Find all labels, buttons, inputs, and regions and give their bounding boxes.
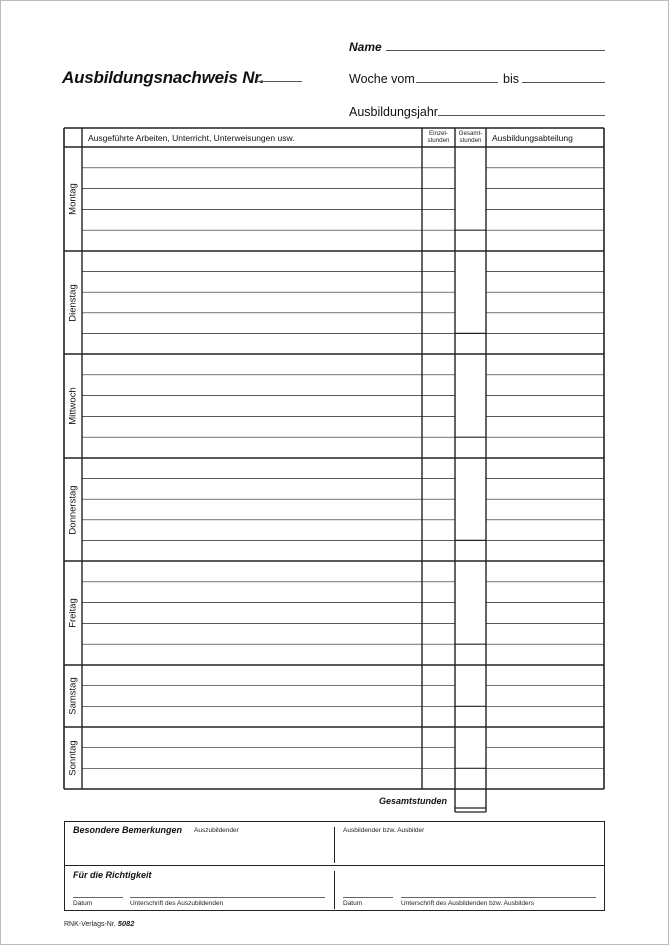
day-label-mittwoch: Mittwoch <box>67 387 79 425</box>
publisher-number-value: 5082 <box>117 919 135 928</box>
col-header-single-hours-line1: Einzel- <box>429 130 448 137</box>
remarks-heading: Besondere Bemerkungen <box>73 825 183 835</box>
remarks-trainer-label: Ausbildender bzw. Ausbilder <box>343 827 425 834</box>
form-title: Ausbildungsnachweis Nr. <box>62 68 265 87</box>
col-header-total-hours-line2: stunden <box>459 137 482 145</box>
col-header-department: Ausbildungsabteilung <box>492 133 573 143</box>
publisher-label: RNK-Verlags-Nr. <box>64 921 116 928</box>
trainer-signature-field[interactable] <box>401 897 596 898</box>
remarks-divider-top <box>334 827 335 863</box>
day-label-samstag: Samstag <box>67 677 79 715</box>
remarks-divider-bottom <box>334 871 335 909</box>
year-label: Ausbildungsjahr <box>349 105 438 119</box>
col-header-single-hours-line2: stunden <box>427 137 450 145</box>
to-label: bis <box>503 72 519 86</box>
day-label-dienstag: Dienstag <box>67 283 79 322</box>
trainee-signature-label: Unterschrift des Auszubildenden <box>130 900 224 907</box>
day-label-montag: Montag <box>67 183 79 215</box>
trainer-date-label: Datum <box>343 900 363 907</box>
week-label: Woche vom <box>349 72 415 86</box>
col-header-single-hours <box>422 130 455 145</box>
publisher-number <box>64 919 134 928</box>
day-label-freitag: Freitag <box>67 598 79 628</box>
trainee-signature-field[interactable] <box>130 897 325 898</box>
correctness-heading: Für die Richtigkeit <box>73 870 152 880</box>
trainer-date-field[interactable] <box>343 897 393 898</box>
col-header-tasks: Ausgeführte Arbeiten, Unterricht, Unterweisungen usw. <box>88 133 295 143</box>
col-header-total-hours-line1: Gesamt- <box>458 130 483 137</box>
trainee-date-label: Datum <box>73 900 93 907</box>
day-label-sonntag: Sonntag <box>67 740 79 776</box>
remarks-separator <box>64 865 605 866</box>
remarks-trainee-label: Auszubildender <box>194 827 239 834</box>
trainee-date-field[interactable] <box>73 897 123 898</box>
total-hours-label: Gesamtstunden <box>379 796 448 806</box>
name-label: Name <box>349 40 382 54</box>
day-label-donnerstag: Donnerstag <box>67 484 79 535</box>
trainer-signature-label: Unterschrift des Ausbildenden bzw. Ausbilders <box>401 900 534 907</box>
col-header-total-hours <box>455 130 486 145</box>
